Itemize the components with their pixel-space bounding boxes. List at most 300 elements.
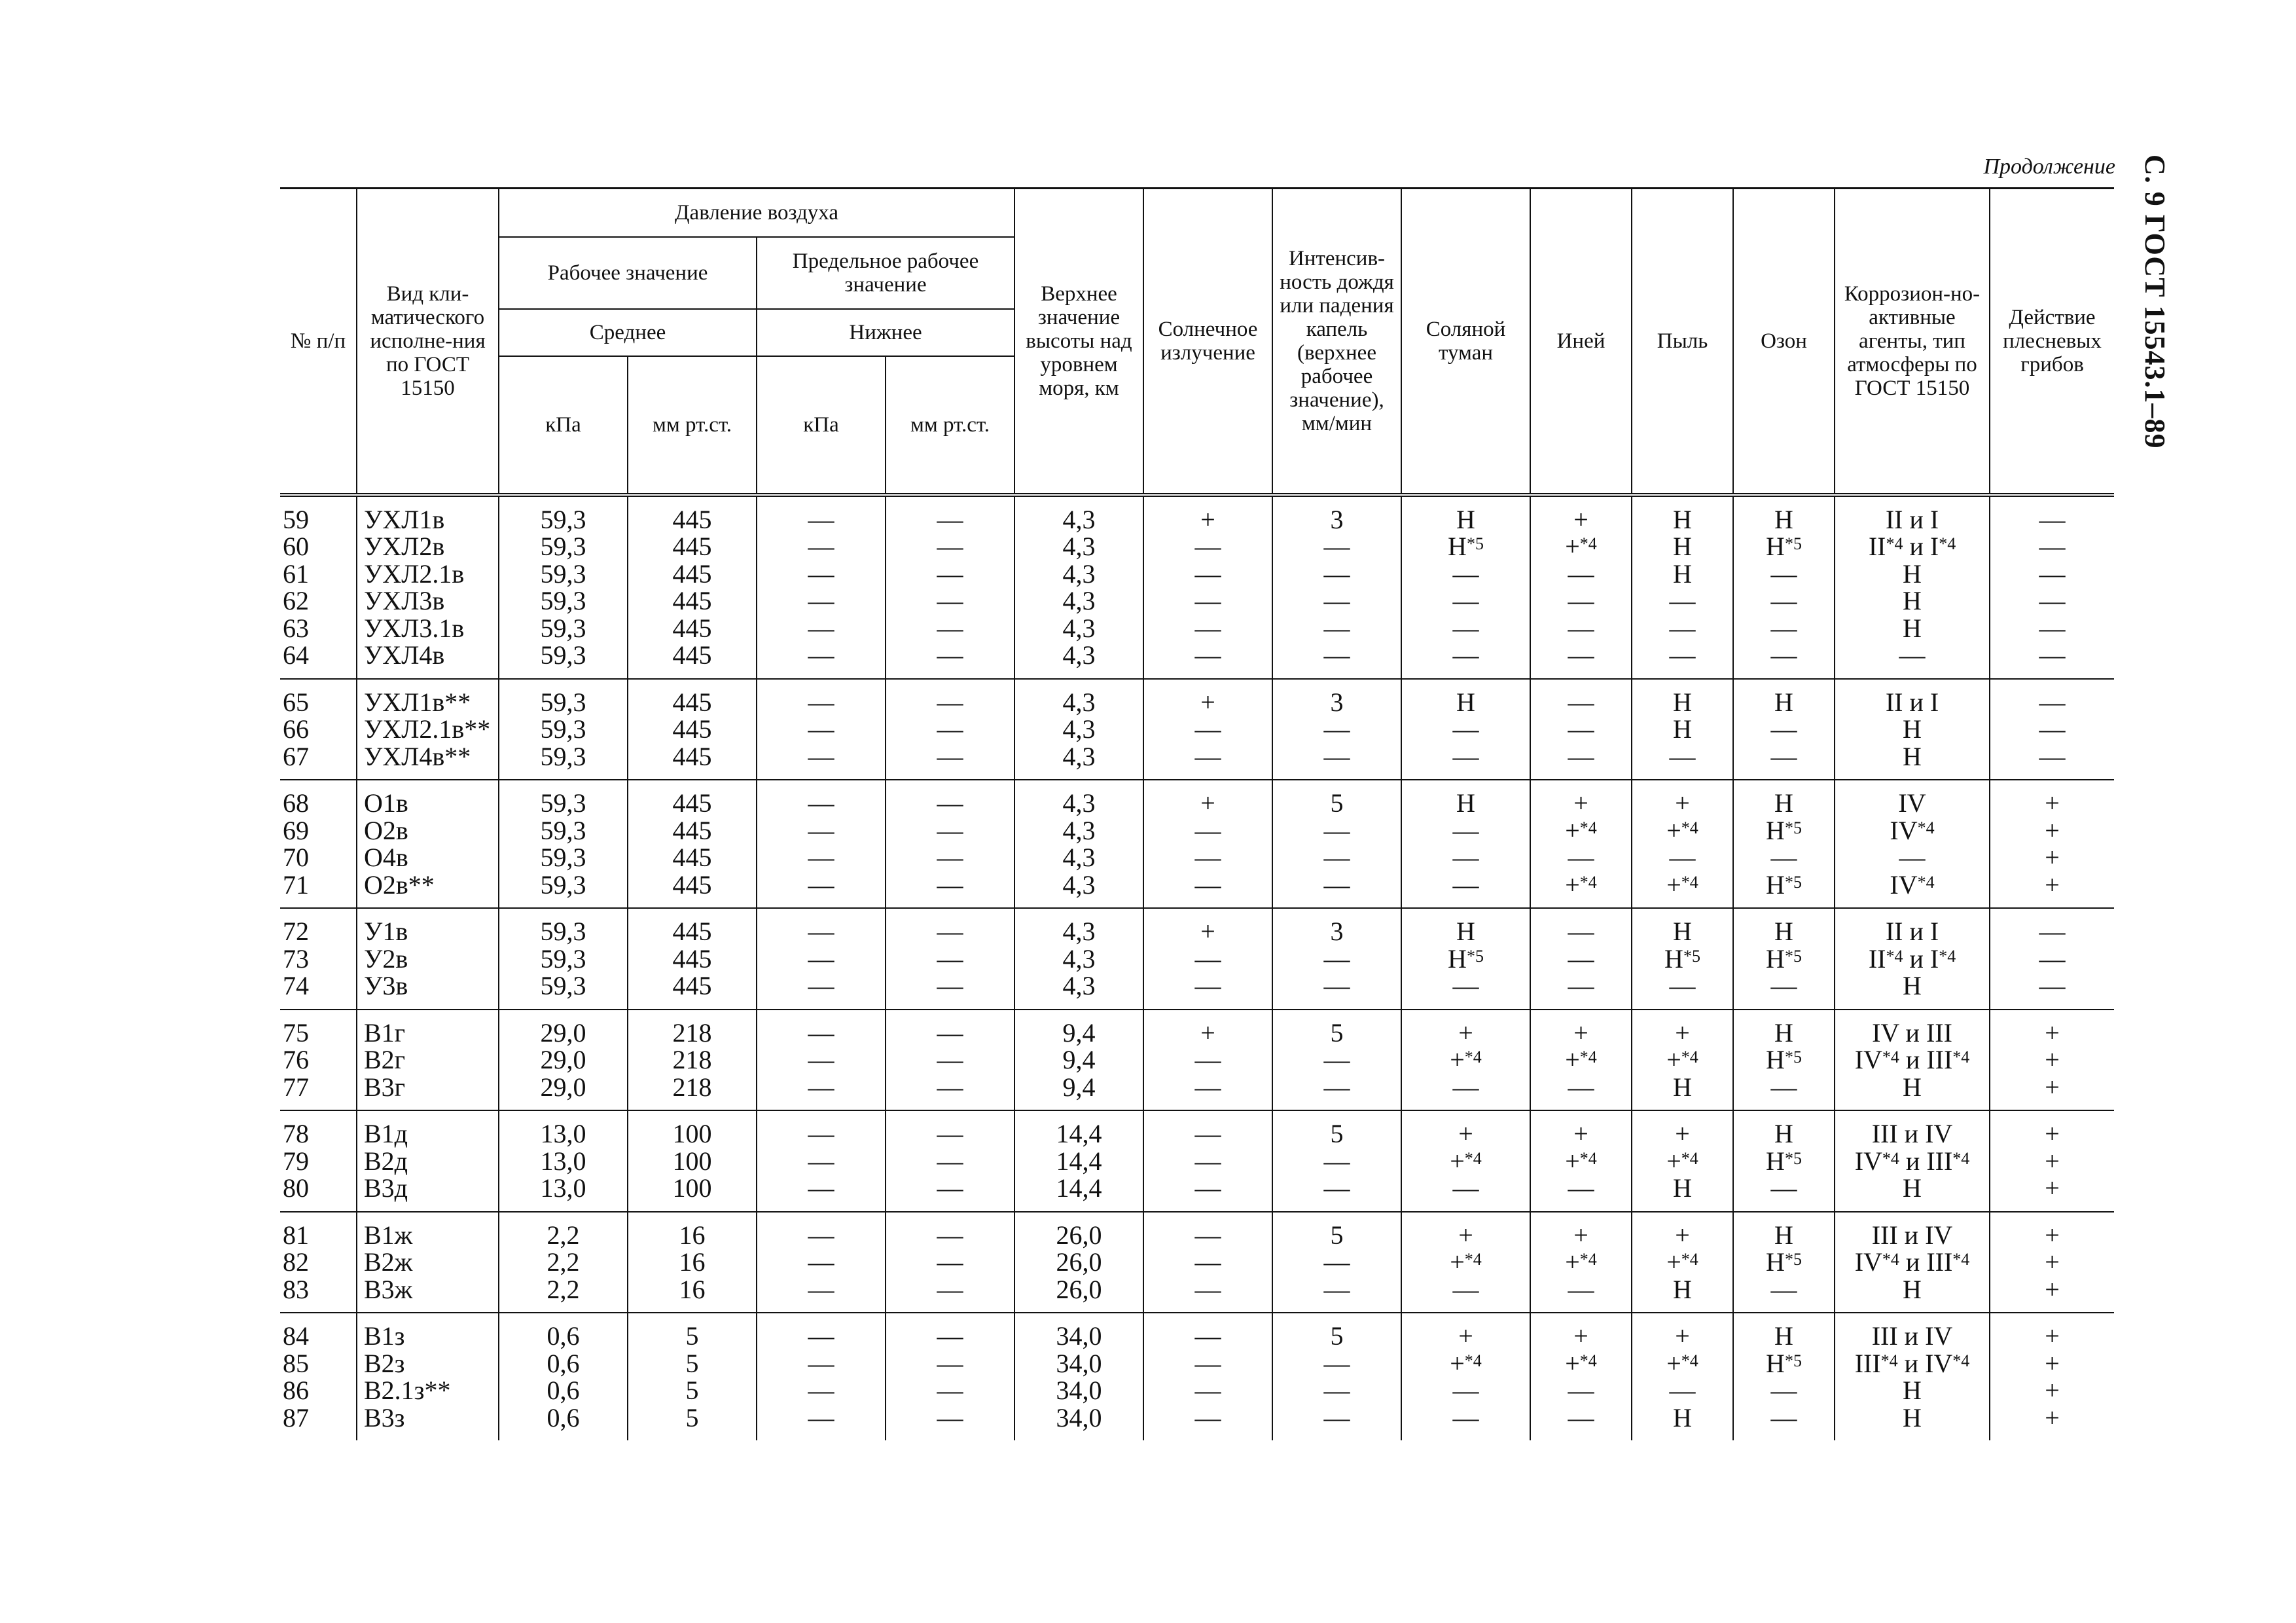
row-number: 81	[283, 1220, 309, 1250]
dust-cell	[1632, 1010, 1733, 1111]
pressure-mmhg: 445	[672, 504, 712, 534]
climate-type: О1в	[364, 788, 408, 818]
altitude: 34,0	[1056, 1348, 1102, 1378]
corrosive: IV$^{*4}$	[1890, 815, 1935, 845]
rain: —	[1323, 586, 1350, 615]
pressure-mmhg: 218	[672, 1045, 712, 1074]
salt-fog: —	[1452, 1274, 1479, 1304]
altitude: 4,3	[1062, 788, 1096, 818]
mold: —	[2039, 917, 2066, 946]
dust-cell	[1632, 780, 1733, 908]
ozone: —	[1770, 558, 1797, 589]
header-mmhg: мм рт.ст.	[886, 356, 1014, 495]
frost: —	[1568, 1173, 1594, 1203]
pressure-kpa: 29,0	[540, 1017, 586, 1048]
header-altitude: Верхнее значение высоты над уровнем моря, км	[1014, 189, 1143, 495]
corrosive-cell	[1835, 1010, 1990, 1111]
limit-mmhg: —	[937, 815, 963, 845]
rain-cell	[1272, 679, 1401, 780]
pressure-mmhg-cell	[628, 495, 757, 679]
limit-mmhg: —	[937, 1220, 963, 1250]
header-ozone: Озон	[1733, 189, 1835, 495]
altitude: 9,4	[1062, 1017, 1096, 1048]
rain: 5	[1330, 788, 1344, 818]
limit-mmhg: —	[937, 1017, 963, 1048]
limit-kpa: —	[808, 504, 834, 534]
rain: —	[1323, 1173, 1350, 1203]
solar: +	[1200, 917, 1215, 946]
climate-type: УХЛ1в	[364, 504, 445, 534]
pressure-mmhg: 5	[685, 1376, 699, 1405]
corrosive: Н	[1903, 1376, 1922, 1405]
mold: —	[2039, 687, 2066, 717]
pressure-kpa: 29,0	[540, 1045, 586, 1074]
pressure-kpa: 59,3	[540, 943, 586, 974]
rain: —	[1323, 1045, 1350, 1074]
pressure-mmhg: 445	[672, 869, 712, 900]
limit-mmhg: —	[937, 532, 963, 561]
dust: +$^{*4}$	[1666, 869, 1698, 900]
limit-kpa: —	[808, 1321, 834, 1351]
dust: Н	[1673, 714, 1692, 744]
header-rain: Интенсив-ность дождя или падения капель (верхнее рабочее значение), мм/мин	[1272, 189, 1401, 495]
altitude: 4,3	[1062, 640, 1096, 670]
row-number: 79	[283, 1146, 309, 1176]
row-number: 86	[283, 1376, 309, 1405]
solar: —	[1194, 741, 1221, 771]
limit-mmhg: —	[937, 1348, 963, 1378]
rain: —	[1323, 843, 1350, 872]
climate-type: В3з	[364, 1402, 405, 1432]
limit-mmhg: —	[937, 843, 963, 872]
row-number: 75	[283, 1017, 309, 1048]
limit-mmhg: —	[937, 1045, 963, 1074]
dust: +$^{*4}$	[1666, 1348, 1698, 1378]
corrosive-cell	[1835, 1313, 1990, 1440]
corrosive-cell	[1835, 1110, 1990, 1212]
header-frost: Иней	[1530, 189, 1632, 495]
climate-type-cell	[357, 679, 499, 780]
dust-cell	[1632, 1313, 1733, 1440]
limit-mmhg: —	[937, 687, 963, 717]
altitude-cell	[1014, 1010, 1143, 1111]
mold: —	[2039, 558, 2066, 589]
rain: —	[1323, 943, 1350, 974]
ozone: Н	[1774, 1321, 1793, 1351]
mold: +	[2045, 1402, 2060, 1432]
pressure-kpa: 59,3	[540, 971, 586, 1000]
salt-fog: —	[1452, 815, 1479, 845]
solar: —	[1194, 1119, 1221, 1148]
climate-type: В2д	[364, 1146, 408, 1176]
mold: +	[2045, 1017, 2060, 1048]
row-number: 66	[283, 714, 309, 744]
corrosive: Н	[1903, 586, 1922, 615]
climate-type: В1д	[364, 1119, 408, 1148]
climate-type: О2в**	[364, 869, 435, 900]
ozone: —	[1770, 971, 1797, 1000]
altitude: 4,3	[1062, 613, 1096, 643]
pressure-mmhg: 5	[685, 1348, 699, 1378]
altitude-cell	[1014, 908, 1143, 1010]
altitude: 34,0	[1056, 1402, 1102, 1432]
rain: —	[1323, 869, 1350, 900]
pressure-mmhg: 100	[672, 1146, 712, 1176]
row-number-cell	[280, 908, 357, 1010]
row-number: 65	[283, 687, 309, 717]
ozone-cell	[1733, 679, 1835, 780]
corrosive: Н	[1903, 1402, 1922, 1432]
salt-fog: +	[1458, 1119, 1473, 1148]
ozone-cell	[1733, 1110, 1835, 1212]
climate-type: УХЛ2.1в**	[364, 714, 491, 744]
pressure-kpa: 59,3	[540, 843, 586, 872]
salt-fog: +$^{*4}$	[1450, 1348, 1482, 1378]
corrosive: —	[1899, 640, 1926, 670]
corrosive: Н	[1903, 971, 1922, 1000]
pressure-kpa: 2,2	[547, 1247, 580, 1277]
altitude: 4,3	[1062, 741, 1096, 771]
header-dust: Пыль	[1632, 189, 1733, 495]
solar: —	[1194, 532, 1221, 561]
table-body	[280, 495, 2114, 1441]
table-header	[280, 189, 2114, 495]
frost: —	[1568, 613, 1594, 643]
pressure-kpa: 29,0	[540, 1072, 586, 1102]
frost: +	[1573, 504, 1588, 534]
pressure-kpa: 2,2	[547, 1220, 580, 1250]
table-row-group	[280, 1010, 2114, 1111]
rain: 5	[1330, 1119, 1344, 1148]
rain-cell	[1272, 780, 1401, 908]
pressure-mmhg: 16	[679, 1220, 706, 1250]
frost: —	[1568, 640, 1594, 670]
page-header	[2139, 155, 2204, 495]
salt-fog-cell	[1401, 495, 1530, 679]
pressure-mmhg: 445	[672, 714, 712, 744]
altitude: 4,3	[1062, 815, 1096, 845]
climate-type: У1в	[364, 917, 408, 946]
limit-kpa: —	[808, 714, 834, 744]
limit-kpa: —	[808, 1376, 834, 1405]
pressure-kpa: 59,3	[540, 640, 586, 670]
salt-fog-cell	[1401, 1110, 1530, 1212]
pressure-mmhg-cell	[628, 908, 757, 1010]
pressure-mmhg: 16	[679, 1247, 706, 1277]
pressure-mmhg: 218	[672, 1017, 712, 1048]
climate-type: О2в	[364, 815, 408, 845]
limit-kpa: —	[808, 558, 834, 589]
table-row-group	[280, 679, 2114, 780]
salt-fog: —	[1452, 1402, 1479, 1432]
limit-kpa: —	[808, 1274, 834, 1304]
ozone: $Н^{*5}$	[1766, 1146, 1802, 1176]
salt-fog: —	[1452, 640, 1479, 670]
pressure-kpa-cell	[499, 780, 628, 908]
frost: +$^{*4}$	[1565, 869, 1597, 900]
limit-kpa: —	[808, 1045, 834, 1074]
solar-cell	[1143, 1212, 1272, 1313]
row-number: 78	[283, 1119, 309, 1148]
altitude-cell	[1014, 679, 1143, 780]
pressure-kpa: 59,3	[540, 917, 586, 946]
table-row-group	[280, 495, 2114, 679]
ozone: —	[1770, 714, 1797, 744]
dust: +	[1675, 788, 1690, 818]
dust-cell	[1632, 908, 1733, 1010]
limit-kpa: —	[808, 687, 834, 717]
corrosive-cell	[1835, 679, 1990, 780]
pressure-mmhg: 218	[672, 1072, 712, 1102]
frost: —	[1568, 943, 1594, 974]
ozone: $Н^{*5}$	[1766, 943, 1802, 974]
dust: —	[1669, 586, 1696, 615]
dust: Н	[1673, 917, 1692, 946]
climate-type: УХЛ3.1в	[364, 613, 465, 643]
ozone: Н	[1774, 504, 1793, 534]
limit-kpa: —	[808, 1017, 834, 1048]
salt-fog: +$^{*4}$	[1450, 1146, 1482, 1176]
mold: —	[2039, 741, 2066, 771]
pressure-mmhg: 100	[672, 1173, 712, 1203]
dust: +	[1675, 1119, 1690, 1148]
limit-mmhg-cell	[886, 908, 1014, 1010]
table-row-group	[280, 780, 2114, 908]
corrosive: II и I	[1885, 687, 1939, 717]
frost: —	[1568, 714, 1594, 744]
salt-fog: —	[1452, 1376, 1479, 1405]
altitude: 34,0	[1056, 1321, 1102, 1351]
limit-mmhg: —	[937, 1321, 963, 1351]
limit-kpa-cell	[757, 1010, 886, 1111]
limit-kpa-cell	[757, 495, 886, 679]
salt-fog: —	[1452, 1072, 1479, 1102]
ozone: $Н^{*5}$	[1766, 1247, 1802, 1277]
rain: 5	[1330, 1220, 1344, 1250]
dust: +	[1675, 1220, 1690, 1250]
climate-type: В1ж	[364, 1220, 413, 1250]
altitude-cell	[1014, 1110, 1143, 1212]
rain-cell	[1272, 495, 1401, 679]
altitude-cell	[1014, 1212, 1143, 1313]
pressure-mmhg: 445	[672, 613, 712, 643]
row-number: 80	[283, 1173, 309, 1203]
corrosive-cell	[1835, 495, 1990, 679]
limit-kpa-cell	[757, 1212, 886, 1313]
corrosive: IV$^{*4}$ и III$^{*4}$	[1854, 1247, 1970, 1277]
ozone: $Н^{*5}$	[1766, 1045, 1802, 1074]
solar: +	[1200, 1017, 1215, 1048]
pressure-kpa-cell	[499, 1313, 628, 1440]
solar-cell	[1143, 1313, 1272, 1440]
row-number: 67	[283, 741, 309, 771]
climate-type-cell	[357, 1313, 499, 1440]
dust: +	[1675, 1321, 1690, 1351]
corrosive: III и IV	[1871, 1220, 1953, 1250]
limit-kpa: —	[808, 1146, 834, 1176]
header-lower: Нижнее	[757, 309, 1014, 356]
pressure-kpa: 0,6	[547, 1402, 580, 1432]
header-num: № п/п	[280, 189, 357, 495]
pressure-kpa: 13,0	[540, 1173, 586, 1203]
climate-type: УХЛ4в**	[364, 741, 471, 771]
limit-mmhg: —	[937, 1247, 963, 1277]
mold-cell	[1990, 1010, 2114, 1111]
pressure-mmhg-cell	[628, 1110, 757, 1212]
dust: —	[1669, 971, 1696, 1000]
climate-type: У2в	[364, 943, 408, 974]
ozone-cell	[1733, 908, 1835, 1010]
corrosive: II$^{*4}$ и $I^{*4}$	[1868, 943, 1956, 974]
frost: —	[1568, 1402, 1594, 1432]
salt-fog: $Н^{*5}$	[1448, 532, 1484, 561]
pressure-kpa-cell	[499, 679, 628, 780]
limit-kpa: —	[808, 1348, 834, 1378]
dust: +$^{*4}$	[1666, 1045, 1698, 1074]
altitude: 9,4	[1062, 1045, 1096, 1074]
altitude: 4,3	[1062, 917, 1096, 946]
climate-type-cell	[357, 1010, 499, 1111]
corrosive: IV$^{*4}$ и III$^{*4}$	[1854, 1146, 1970, 1176]
ozone: $Н^{*5}$	[1766, 869, 1802, 900]
pressure-kpa: 2,2	[547, 1274, 580, 1304]
table-row-group	[280, 908, 2114, 1010]
pressure-kpa: 59,3	[540, 741, 586, 771]
climate-type: УХЛ4в	[364, 640, 445, 670]
dust: —	[1669, 1376, 1696, 1405]
climate-type: В3д	[364, 1173, 408, 1203]
dust-cell	[1632, 1212, 1733, 1313]
dust: Н	[1673, 1402, 1692, 1432]
salt-fog: —	[1452, 586, 1479, 615]
frost-cell	[1530, 679, 1632, 780]
climate-type-cell	[357, 1212, 499, 1313]
limit-mmhg: —	[937, 1146, 963, 1176]
salt-fog: Н	[1456, 687, 1475, 717]
dust: +$^{*4}$	[1666, 1146, 1698, 1176]
frost: +$^{*4}$	[1565, 1247, 1597, 1277]
solar: —	[1194, 815, 1221, 845]
altitude: 4,3	[1062, 843, 1096, 872]
header-mmhg: мм рт.ст.	[628, 356, 757, 495]
altitude: 4,3	[1062, 714, 1096, 744]
altitude: 4,3	[1062, 869, 1096, 900]
ozone-cell	[1733, 780, 1835, 908]
rain: —	[1323, 640, 1350, 670]
pressure-kpa: 59,3	[540, 532, 586, 561]
altitude: 4,3	[1062, 586, 1096, 615]
salt-fog: +	[1458, 1321, 1473, 1351]
mold: —	[2039, 943, 2066, 974]
rain-cell	[1272, 1212, 1401, 1313]
header-type: Вид кли-матического исполне-ния по ГОСТ 15150	[357, 189, 499, 495]
mold-cell	[1990, 780, 2114, 908]
solar: —	[1194, 1045, 1221, 1074]
mold: +	[2045, 1321, 2060, 1351]
frost: +$^{*4}$	[1565, 815, 1597, 845]
climate-type-cell	[357, 495, 499, 679]
limit-mmhg: —	[937, 741, 963, 771]
mold: +	[2045, 1348, 2060, 1378]
solar: —	[1194, 1348, 1221, 1378]
ozone: Н	[1774, 788, 1793, 818]
dust: +$^{*4}$	[1666, 815, 1698, 845]
frost: —	[1568, 1376, 1594, 1405]
pressure-kpa-cell	[499, 495, 628, 679]
limit-kpa: —	[808, 917, 834, 946]
solar-cell	[1143, 495, 1272, 679]
row-number-cell	[280, 495, 357, 679]
limit-mmhg-cell	[886, 1212, 1014, 1313]
frost-cell	[1530, 1313, 1632, 1440]
altitude: 14,4	[1056, 1119, 1102, 1148]
corrosive: III и IV	[1871, 1119, 1953, 1148]
solar: —	[1194, 1274, 1221, 1304]
rain: —	[1323, 714, 1350, 744]
row-number-cell	[280, 679, 357, 780]
frost: +$^{*4}$	[1565, 1348, 1597, 1378]
limit-kpa-cell	[757, 1110, 886, 1212]
limit-mmhg: —	[937, 943, 963, 974]
solar: —	[1194, 943, 1221, 974]
frost: —	[1568, 1072, 1594, 1102]
mold-cell	[1990, 495, 2114, 679]
salt-fog: —	[1452, 843, 1479, 872]
solar: +	[1200, 788, 1215, 818]
limit-kpa: —	[808, 815, 834, 845]
solar: —	[1194, 843, 1221, 872]
corrosive: IV и III	[1872, 1017, 1952, 1048]
ozone: —	[1770, 1274, 1797, 1304]
pressure-mmhg: 445	[672, 815, 712, 845]
altitude: 4,3	[1062, 532, 1096, 561]
header-corrosive: Коррозион-но-активные агенты, тип атмосферы по ГОСТ 15150	[1835, 189, 1990, 495]
limit-kpa: —	[808, 1220, 834, 1250]
solar: —	[1194, 558, 1221, 589]
corrosive: Н	[1903, 1072, 1922, 1102]
ozone: —	[1770, 741, 1797, 771]
corrosive: III и IV	[1871, 1321, 1953, 1351]
rain-cell	[1272, 1110, 1401, 1212]
pressure-mmhg: 445	[672, 843, 712, 872]
corrosive: IV$^{*4}$ и III$^{*4}$	[1854, 1045, 1970, 1074]
altitude: 26,0	[1056, 1220, 1102, 1250]
header-mold: Действие плесневых грибов	[1990, 189, 2114, 495]
limit-mmhg: —	[937, 613, 963, 643]
rain: —	[1323, 558, 1350, 589]
ozone: —	[1770, 586, 1797, 615]
mold: +	[2045, 815, 2060, 845]
limit-mmhg: —	[937, 1376, 963, 1405]
limit-mmhg: —	[937, 1402, 963, 1432]
frost: —	[1568, 1274, 1594, 1304]
climate-type: УХЛ2.1в	[364, 558, 465, 589]
corrosive: Н	[1903, 613, 1922, 643]
pressure-mmhg: 5	[685, 1402, 699, 1432]
pressure-mmhg: 445	[672, 943, 712, 974]
solar: —	[1194, 714, 1221, 744]
salt-fog-cell	[1401, 1010, 1530, 1111]
frost: —	[1568, 558, 1594, 589]
corrosive: Н	[1903, 714, 1922, 744]
pressure-kpa-cell	[499, 908, 628, 1010]
dust: —	[1669, 741, 1696, 771]
pressure-mmhg-cell	[628, 780, 757, 908]
mold: —	[2039, 613, 2066, 643]
pressure-mmhg-cell	[628, 679, 757, 780]
frost: —	[1568, 843, 1594, 872]
row-number: 60	[283, 532, 309, 561]
